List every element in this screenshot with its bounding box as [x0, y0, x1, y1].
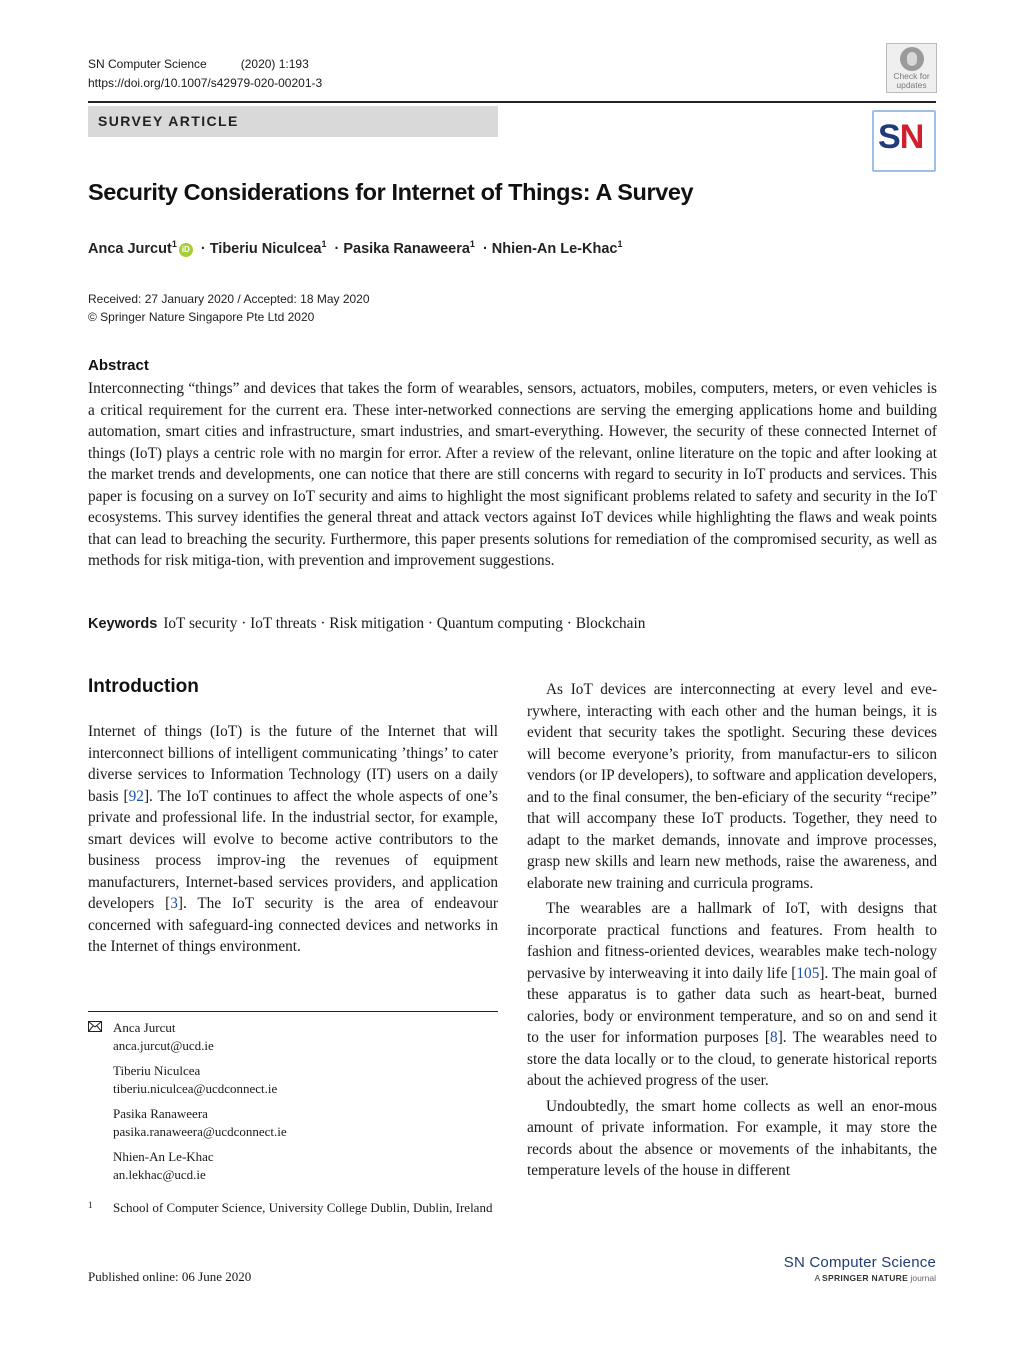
contact-entry	[88, 1105, 498, 1141]
envelope-icon	[88, 1021, 102, 1032]
footnote-divider	[88, 1011, 498, 1012]
abstract-heading: Abstract	[88, 357, 149, 374]
contact-email[interactable]: tiberiu.niculcea@ucdconnect.ie	[113, 1081, 278, 1096]
keywords-label: Keywords	[88, 616, 158, 632]
copyright-notice: © Springer Nature Singapore Pte Ltd 2020	[88, 310, 315, 324]
footer-publisher-logo: A SPRINGER NATURE journal	[814, 1273, 936, 1283]
volume-info: (2020) 1:193	[240, 57, 309, 71]
author-name[interactable]: Pasika Ranaweera	[343, 240, 470, 257]
contact-entry	[88, 1062, 498, 1098]
paragraph: Undoubtedly, the smart home collects as well an enor-mous amount of private information. For example, it may store the records about the absence or movements of the inhabitants, the temperature levels of the house in different	[527, 1097, 937, 1179]
citation-link[interactable]: 92	[128, 787, 144, 805]
citation-link[interactable]: 3	[170, 895, 178, 912]
contact-email[interactable]: anca.jurcut@ucd.ie	[113, 1038, 214, 1053]
citation-link[interactable]: 105	[796, 964, 820, 982]
article-type-banner: SURVEY ARTICLE	[88, 106, 498, 137]
journal-citation	[88, 57, 309, 71]
footer-journal-name: SN Computer Science	[783, 1254, 936, 1271]
orcid-icon[interactable]: iD	[179, 243, 193, 257]
affiliation-number: 1	[88, 1200, 93, 1210]
right-column-text	[527, 679, 937, 1186]
contact-name: Pasika Ranaweera	[113, 1106, 208, 1121]
header-divider	[88, 101, 936, 103]
check-for-updates-badge[interactable]	[886, 43, 937, 93]
paragraph: The wearables are a hallmark of IoT, with designs that incorporate practical functions and features. From health to fashion and fitness-oriented devices, wearables make tech-nology pervasive by interweaving it into daily life [105]. The main goal of these apparatus is to gather data such as heart-beat, burned calories, body or environment temperature, and so on and send it to the user for information purposes [8]. The wearables need to store the data locally or to the cloud, to generate historical reports about the achieved progress of the user.	[527, 900, 938, 1089]
sn-journal-logo: SN	[872, 110, 936, 172]
affiliation-text: School of Computer Science, University College Dublin, Dublin, Ireland	[113, 1200, 493, 1215]
abstract-text: Interconnecting “things” and devices that takes the form of wearables, sensors, actuators, mobiles, computers, meters, or even vehicles is a critical requirement for the current era. These inter-networked connections are serving the emerging applications home and building automation, smart cities and infrastructure, smart industries, and smart-everything. However, the security of these connected Internet of things (IoT) plays a centric role with no margin for error. After a review of the relevant, online literature on the topic and after looking at the market trends and developments, one can notice that there are still concerns with regard to security in IoT products and services. This paper is focusing on a survey on IoT security and aims to highlight the most significant problems related to safety and security in the IoT ecosystems. This survey identifies the general threat and attack vectors against IoT devices while highlighting the flaws and weak points that can lead to breaching the security. Furthermore, this paper presents solutions for remediation of the compromised security, as well as methods for risk mitiga-tion, with prevention and improvement suggestions.	[88, 380, 937, 569]
contact-email[interactable]: pasika.ranaweera@ucdconnect.ie	[113, 1124, 287, 1139]
article-title: Security Considerations for Internet of Things: A Survey	[88, 179, 694, 205]
author-list: Anca Jurcut$^1$iD · Tiberiu Niculcea$^1$ · Pasika Ranaweera$^1$ · Nhien-An Le-Khac$^1$	[88, 239, 623, 257]
keywords-list: IoT security · IoT threats · Risk mitigation · Quantum computing · Blockchain	[163, 615, 646, 632]
section-heading-introduction: Introduction	[88, 676, 199, 697]
citation-link[interactable]: 8	[770, 1029, 778, 1046]
bookmark-icon	[900, 47, 924, 71]
contact-entry	[88, 1019, 498, 1055]
contact-name: Tiberiu Niculcea	[113, 1063, 201, 1078]
doi-link[interactable]: https://doi.org/10.1007/s42979-020-00201-3	[88, 76, 323, 90]
contact-email[interactable]: an.lekhac@ucd.ie	[113, 1167, 206, 1182]
published-date: Published online: 06 June 2020	[88, 1269, 252, 1284]
contact-name: Nhien-An Le-Khac	[113, 1149, 214, 1164]
received-dates: Received: 27 January 2020 / Accepted: 18 May 2020	[88, 292, 370, 306]
journal-name: SN Computer Science	[88, 57, 207, 71]
author-name[interactable]: Tiberiu Niculcea	[209, 240, 322, 257]
check-updates-label: Check for updates	[893, 71, 930, 90]
paragraph: As IoT devices are interconnecting at every level and eve-rywhere, interacting with each other and the human beings, it is evident that security takes the spotlight. Securing these devices will become everyone’s priority, from manufactur-ers to silicon vendors (or IP developers), to software and application developers, and to the final consumer, the ben-eficiary of the security “recipe” that will accompany these IoT products. Together, they need to adapt to the market demands, innovate and improve processes, grasp new skills and learn new methods, raise the awareness, and elaborate new training and curricula programs.	[527, 681, 937, 892]
introduction-paragraph: Internet of things (IoT) is the future of the Internet that will interconnect billions of intelligent communicating ’things’ to cater diverse services to Information Technology (IT) users on a daily basis [92]. The IoT continues to affect the whole aspects of one’s private and professional life. In the industrial sector, for example, smart devices will evolve to become active contributors to the business process improv-ing the revenues of equipment manufacturers, Internet-based services providers, and application developers [3]. The IoT security is the area of endeavour concerned with safeguard-ing connected devices and networks in the Internet of things environment.	[88, 723, 498, 955]
contact-name: Anca Jurcut	[113, 1020, 176, 1035]
contact-entry	[88, 1148, 498, 1184]
author-name[interactable]: Nhien-An Le-Khac	[491, 240, 618, 257]
author-contacts	[88, 1019, 498, 1191]
keywords	[88, 615, 645, 633]
affiliation	[88, 1199, 498, 1217]
author-name[interactable]: Anca Jurcut	[88, 240, 172, 257]
